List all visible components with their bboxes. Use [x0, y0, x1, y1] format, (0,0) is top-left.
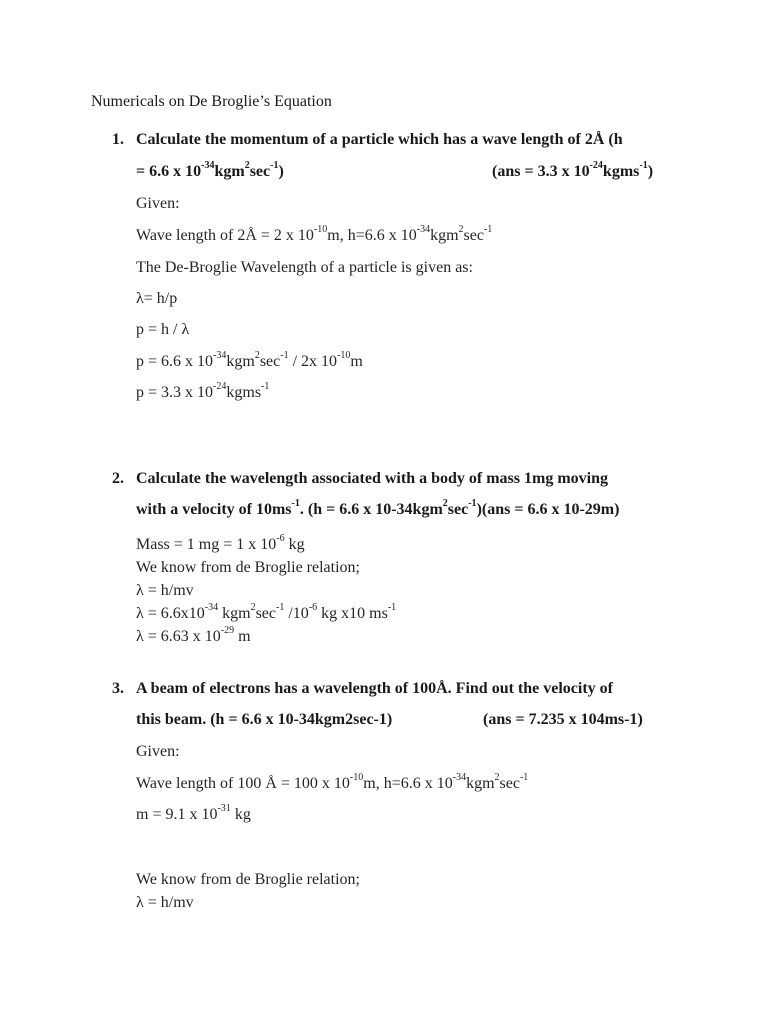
solution-1-step-6: p = 3.3 x $10^{-24}kgms^{-1}$ [136, 380, 270, 401]
solution-3-step-4: λ = h/mv [136, 894, 194, 911]
solution-2-step-4: $\lambda = 6.6x10^{-34}$ $kgm^2\sec^{-1}$ $/10^{-6}$ kg x10 $ms^{-1}$ [136, 601, 397, 622]
question-3-answer: (ans = 7.235 x 104ms-1) [483, 711, 643, 728]
question-3-line-1: A beam of electrons has a wavelength of 100Å. Find out the velocity of [136, 680, 613, 697]
solution-1-step-3: λ= h/p [136, 290, 178, 307]
question-2-line-1: Calculate the wavelength associated with a body of mass 1mg moving [136, 470, 608, 487]
solution-2-step-3: λ = h/mv [136, 582, 194, 599]
solution-2-step-2: We know from de Broglie relation; [136, 559, 360, 576]
solution-2-step-1: Mass = 1 mg = 1 x $10^{-6}$ kg [136, 532, 305, 553]
solution-1-step-5: p = 6.6 x $10^{-34}kgm^2\sec^{-1} / 2x$ $10^{-10}m$ [136, 349, 363, 370]
question-1-line-2: = 6.6 x $10^{-34}kgm^2\sec^{-1}$) [136, 159, 284, 180]
question-1-number: 1. [112, 131, 124, 148]
question-1-line-1: Calculate the momentum of a particle which has a wave length of 2Å (h [136, 131, 623, 148]
solution-1-step-2: The De-Broglie Wavelength of a particle is given as: [136, 259, 473, 276]
solution-3-step-1: Wave length of 100 Å = 100 x $10^{-10}m$, h=6.6 x $10^{-34}kgm^2\sec^{-1}$ [136, 771, 529, 792]
page-title: Numericals on De Broglie’s Equation [91, 93, 332, 110]
question-3-number: 3. [112, 680, 124, 697]
solution-1-step-4: p = h / λ [136, 321, 190, 338]
solution-2-step-5: λ = 6.63 x $10^{-29}$ m [136, 624, 251, 645]
question-1-answer: (ans = 3.3 x $10^{-24}kgms^{-1}$) [492, 159, 654, 180]
solution-1-step-1: Wave length of 2Å = 2 x $10^{-10}m$, h=6.6 x $10^{-34}kgm^2\sec^{-1}$ [136, 223, 493, 244]
solution-3-step-2: m = 9.1 x $10^{-31}$ kg [136, 802, 251, 823]
question-3-line-2: this beam. (h = 6.6 x 10-34kgm2sec-1) [136, 711, 393, 728]
solution-1-given: Given: [136, 195, 180, 212]
solution-3-step-3: We know from de Broglie relation; [136, 871, 360, 888]
solution-3-given: Given: [136, 743, 180, 760]
question-2-line-2: with a velocity of $10ms^{-1}$. (h = 6.6 x $10-34kgm^2\sec^{-1})(ans = 6.6$ x 10-29m) [136, 497, 620, 518]
question-2-number: 2. [112, 470, 124, 487]
